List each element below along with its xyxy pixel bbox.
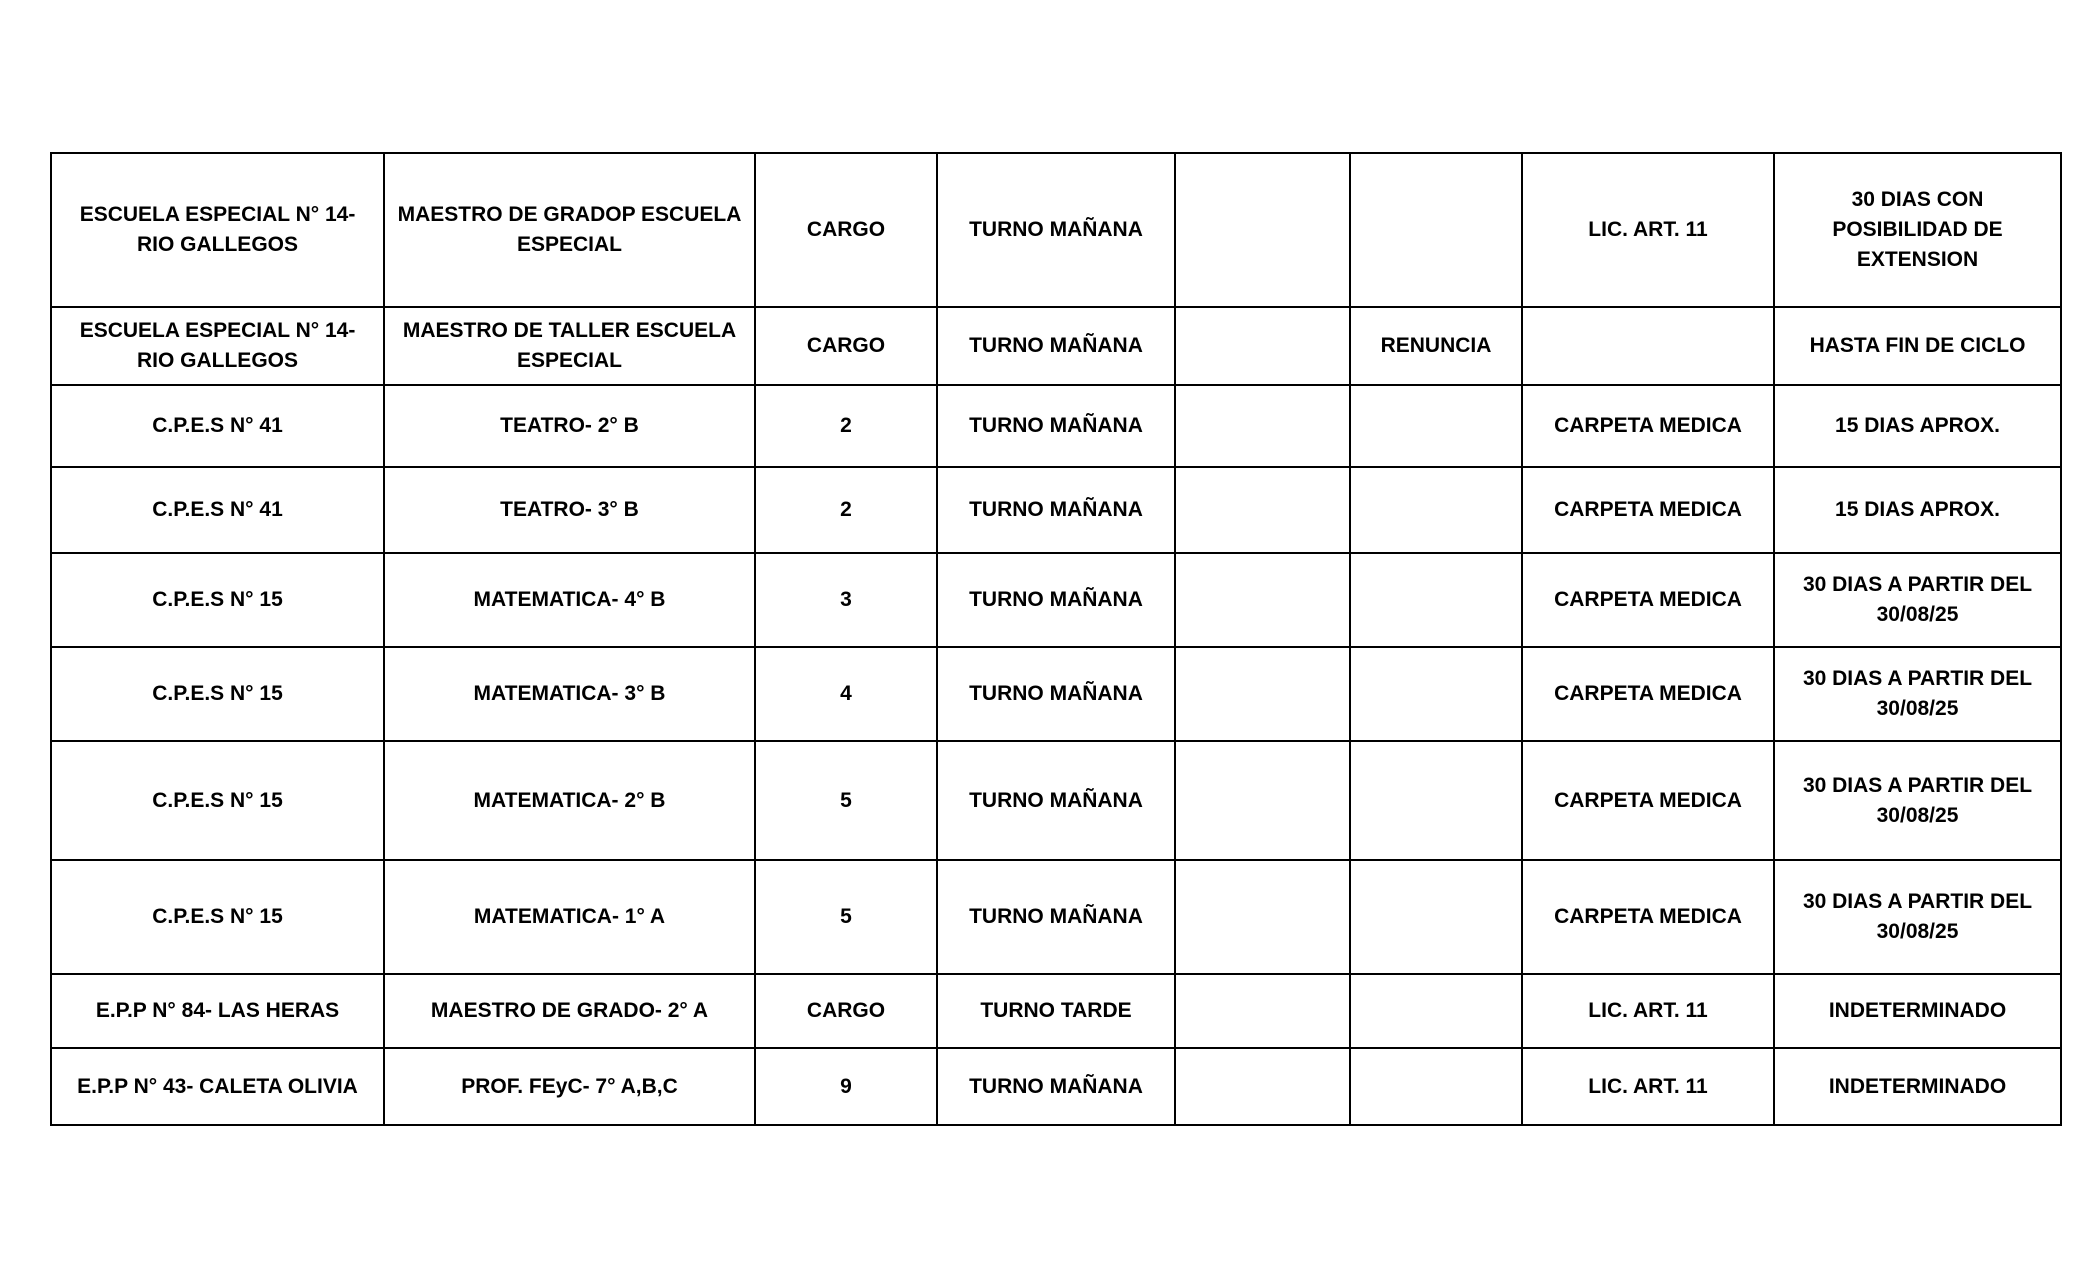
cell-empty (1175, 153, 1350, 307)
cell-espacio: MAESTRO DE GRADOP ESCUELA ESPECIAL (384, 153, 755, 307)
cell-horas: 2 (755, 467, 937, 553)
cell-duracion: INDETERMINADO (1774, 974, 2061, 1048)
table-row (51, 385, 2061, 467)
cell-empty (1175, 385, 1350, 467)
cell-horas: 2 (755, 385, 937, 467)
cell-escuela: C.P.E.S N° 15 (51, 860, 384, 974)
cell-horas: CARGO (755, 153, 937, 307)
cell-turno: TURNO MAÑANA (937, 553, 1175, 647)
cell-turno: TURNO MAÑANA (937, 307, 1175, 385)
document-sheet (50, 152, 2060, 1126)
table-row (51, 307, 2061, 385)
table-row (51, 553, 2061, 647)
cell-duracion: 30 DIAS A PARTIR DEL 30/08/25 (1774, 647, 2061, 741)
cell-empty (1175, 553, 1350, 647)
table-row (51, 860, 2061, 974)
cell-espacio: PROF. FEyC- 7° A,B,C (384, 1048, 755, 1125)
cell-situacion (1350, 647, 1522, 741)
cell-horas: 3 (755, 553, 937, 647)
cell-espacio: TEATRO- 3° B (384, 467, 755, 553)
cell-empty (1175, 1048, 1350, 1125)
cell-turno: TURNO MAÑANA (937, 860, 1175, 974)
cell-motivo: CARPETA MEDICA (1522, 385, 1774, 467)
cell-empty (1175, 647, 1350, 741)
table-row (51, 153, 2061, 307)
cell-espacio: MATEMATICA- 1° A (384, 860, 755, 974)
cell-escuela: C.P.E.S N° 15 (51, 553, 384, 647)
cell-escuela: C.P.E.S N° 41 (51, 467, 384, 553)
cell-motivo: CARPETA MEDICA (1522, 647, 1774, 741)
cell-horas: 9 (755, 1048, 937, 1125)
cell-turno: TURNO MAÑANA (937, 467, 1175, 553)
cell-empty (1175, 741, 1350, 860)
table-row (51, 974, 2061, 1048)
cell-duracion: 30 DIAS A PARTIR DEL 30/08/25 (1774, 741, 2061, 860)
cell-escuela: ESCUELA ESPECIAL N° 14- RIO GALLEGOS (51, 307, 384, 385)
cell-escuela: C.P.E.S N° 41 (51, 385, 384, 467)
cell-horas: 5 (755, 860, 937, 974)
cell-escuela: ESCUELA ESPECIAL N° 14- RIO GALLEGOS (51, 153, 384, 307)
table-row (51, 647, 2061, 741)
cell-horas: CARGO (755, 974, 937, 1048)
cell-motivo: CARPETA MEDICA (1522, 553, 1774, 647)
cell-motivo: CARPETA MEDICA (1522, 860, 1774, 974)
cell-espacio: MAESTRO DE TALLER ESCUELA ESPECIAL (384, 307, 755, 385)
cell-espacio: MATEMATICA- 2° B (384, 741, 755, 860)
cell-duracion: 30 DIAS CON POSIBILIDAD DE EXTENSION (1774, 153, 2061, 307)
cell-duracion: HASTA FIN DE CICLO (1774, 307, 2061, 385)
cell-motivo: LIC. ART. 11 (1522, 153, 1774, 307)
cell-horas: CARGO (755, 307, 937, 385)
cell-turno: TURNO MAÑANA (937, 153, 1175, 307)
cell-empty (1175, 860, 1350, 974)
cell-escuela: C.P.E.S N° 15 (51, 741, 384, 860)
table-row (51, 741, 2061, 860)
cell-duracion: 15 DIAS APROX. (1774, 467, 2061, 553)
cell-turno: TURNO MAÑANA (937, 1048, 1175, 1125)
cell-turno: TURNO MAÑANA (937, 647, 1175, 741)
cell-espacio: MATEMATICA- 3° B (384, 647, 755, 741)
cell-escuela: C.P.E.S N° 15 (51, 647, 384, 741)
cell-situacion (1350, 467, 1522, 553)
cell-motivo: LIC. ART. 11 (1522, 974, 1774, 1048)
table-row (51, 467, 2061, 553)
cell-escuela: E.P.P N° 84- LAS HERAS (51, 974, 384, 1048)
cell-motivo: CARPETA MEDICA (1522, 741, 1774, 860)
cell-situacion (1350, 860, 1522, 974)
cell-turno: TURNO TARDE (937, 974, 1175, 1048)
cell-espacio: TEATRO- 2° B (384, 385, 755, 467)
cell-duracion: 30 DIAS A PARTIR DEL 30/08/25 (1774, 553, 2061, 647)
cell-motivo: CARPETA MEDICA (1522, 467, 1774, 553)
cell-turno: TURNO MAÑANA (937, 385, 1175, 467)
cell-espacio: MAESTRO DE GRADO- 2° A (384, 974, 755, 1048)
cell-duracion: 30 DIAS A PARTIR DEL 30/08/25 (1774, 860, 2061, 974)
cell-empty (1175, 467, 1350, 553)
cell-situacion (1350, 385, 1522, 467)
cell-horas: 4 (755, 647, 937, 741)
cell-situacion (1350, 1048, 1522, 1125)
vacancies-table (50, 152, 2062, 1126)
cell-motivo (1522, 307, 1774, 385)
cell-situacion (1350, 553, 1522, 647)
cell-espacio: MATEMATICA- 4° B (384, 553, 755, 647)
table-row (51, 1048, 2061, 1125)
cell-situacion (1350, 153, 1522, 307)
cell-situacion (1350, 974, 1522, 1048)
cell-empty (1175, 974, 1350, 1048)
cell-empty (1175, 307, 1350, 385)
cell-turno: TURNO MAÑANA (937, 741, 1175, 860)
cell-duracion: 15 DIAS APROX. (1774, 385, 2061, 467)
cell-escuela: E.P.P N° 43- CALETA OLIVIA (51, 1048, 384, 1125)
cell-motivo: LIC. ART. 11 (1522, 1048, 1774, 1125)
cell-situacion: RENUNCIA (1350, 307, 1522, 385)
cell-horas: 5 (755, 741, 937, 860)
cell-situacion (1350, 741, 1522, 860)
cell-duracion: INDETERMINADO (1774, 1048, 2061, 1125)
